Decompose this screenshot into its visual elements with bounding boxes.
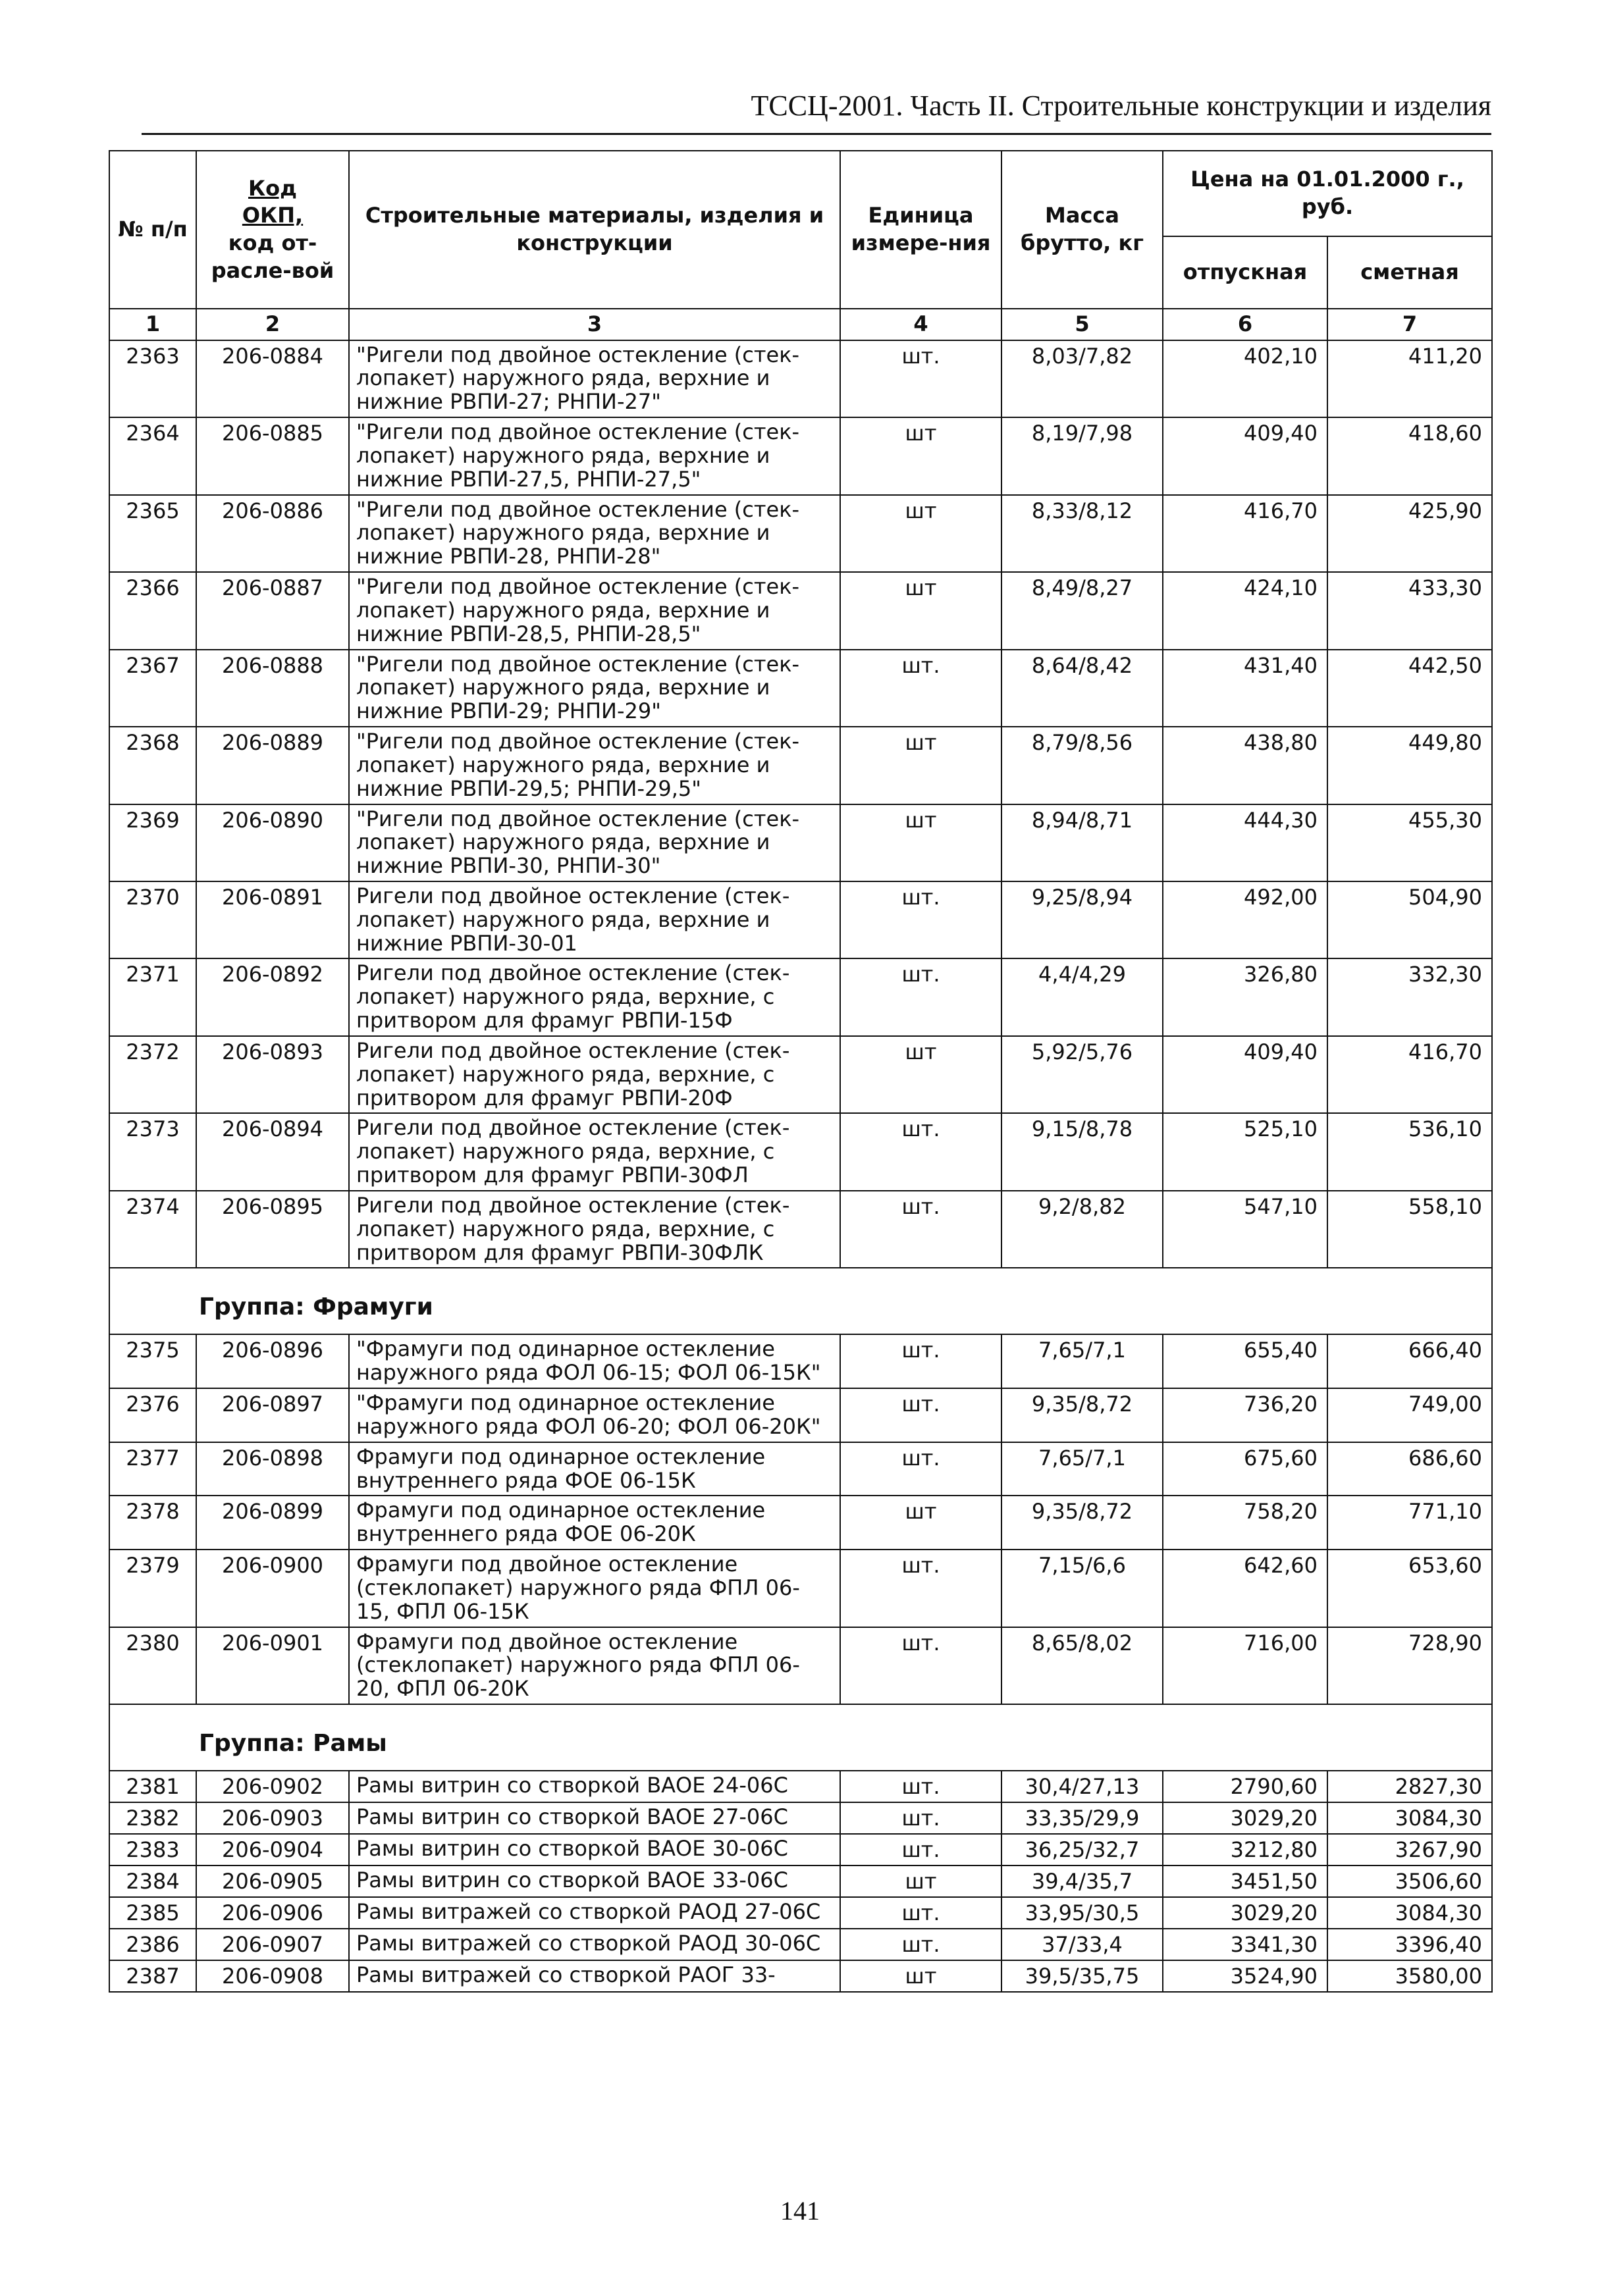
- row-num: 2378: [109, 1496, 196, 1550]
- row-unit: шт.: [840, 1191, 1001, 1268]
- row-price-release: 444,30: [1163, 804, 1327, 881]
- row-price-estimate: 418,60: [1327, 417, 1492, 494]
- row-price-release: 492,00: [1163, 881, 1327, 958]
- table-row: [109, 1627, 1492, 1704]
- row-code: 206-0887: [196, 572, 349, 649]
- row-price-estimate: 2827,30: [1327, 1771, 1492, 1802]
- row-code: 206-0888: [196, 650, 349, 727]
- table-row: [109, 417, 1492, 494]
- row-code: 206-0894: [196, 1113, 349, 1190]
- row-unit: шт.: [840, 881, 1001, 958]
- group-row: [109, 1268, 1492, 1334]
- row-mass: 7,65/7,1: [1001, 1334, 1163, 1388]
- row-mass: 8,49/8,27: [1001, 572, 1163, 649]
- row-price-release: 3524,90: [1163, 1960, 1327, 1992]
- row-mass: 5,92/5,76: [1001, 1036, 1163, 1113]
- row-unit: шт.: [840, 1929, 1001, 1960]
- row-mass: 4,4/4,29: [1001, 958, 1163, 1035]
- row-code: 206-0906: [196, 1897, 349, 1929]
- table-row: [109, 1929, 1492, 1960]
- row-num: 2385: [109, 1897, 196, 1929]
- table-row: [109, 572, 1492, 649]
- group-row: [109, 1704, 1492, 1771]
- row-code: 206-0908: [196, 1960, 349, 1992]
- row-price-release: 431,40: [1163, 650, 1327, 727]
- table-row: [109, 1960, 1492, 1992]
- row-num: 2370: [109, 881, 196, 958]
- row-num: 2373: [109, 1113, 196, 1190]
- col-header-price-release: отпускная: [1163, 236, 1327, 309]
- col-header-code: [196, 151, 349, 309]
- table-row: [109, 1866, 1492, 1897]
- row-mass: 7,15/6,6: [1001, 1550, 1163, 1627]
- row-unit: шт.: [840, 1627, 1001, 1704]
- row-unit: шт.: [840, 1834, 1001, 1866]
- table-row: [109, 1897, 1492, 1929]
- row-price-release: 547,10: [1163, 1191, 1327, 1268]
- row-name: Ригели под двойное остекление (стек-лопакет) наружного ряда, верхние, с притвором для фрамуг РВПИ-30ФЛ: [349, 1113, 840, 1190]
- row-price-estimate: 749,00: [1327, 1388, 1492, 1442]
- row-unit: шт.: [840, 1442, 1001, 1496]
- row-num: 2372: [109, 1036, 196, 1113]
- row-price-estimate: 411,20: [1327, 340, 1492, 417]
- row-unit: шт: [840, 1960, 1001, 1992]
- row-price-estimate: 416,70: [1327, 1036, 1492, 1113]
- row-name: Фрамуги под двойное остекление (стеклопакет) наружного ряда ФПЛ 06-15, ФПЛ 06-15К: [349, 1550, 840, 1627]
- row-price-release: 2790,60: [1163, 1771, 1327, 1802]
- row-price-estimate: 686,60: [1327, 1442, 1492, 1496]
- table-row: [109, 1113, 1492, 1190]
- table-row: [109, 1334, 1492, 1388]
- row-price-estimate: 425,90: [1327, 495, 1492, 572]
- row-price-estimate: 332,30: [1327, 958, 1492, 1035]
- row-unit: шт: [840, 1036, 1001, 1113]
- row-code: 206-0891: [196, 881, 349, 958]
- table-row: [109, 650, 1492, 727]
- column-number: 6: [1163, 309, 1327, 340]
- row-name: Фрамуги под одинарное остекление внутреннего ряда ФОЕ 06-20К: [349, 1496, 840, 1550]
- col-header-unit: Единица измере-ния: [840, 151, 1001, 309]
- row-name: Рамы витражей со створкой РАОГ 33-: [349, 1960, 840, 1992]
- column-number-row: [109, 309, 1492, 340]
- row-num: 2366: [109, 572, 196, 649]
- col-header-price-group: Цена на 01.01.2000 г., руб.: [1163, 151, 1492, 236]
- row-mass: 8,33/8,12: [1001, 495, 1163, 572]
- row-num: 2377: [109, 1442, 196, 1496]
- row-price-estimate: 3506,60: [1327, 1866, 1492, 1897]
- table-body: [109, 340, 1492, 1992]
- group-title: Группа: Рамы: [109, 1704, 1492, 1771]
- table-row: [109, 1834, 1492, 1866]
- table-row: [109, 1550, 1492, 1627]
- page-number: 141: [780, 2196, 820, 2226]
- row-num: 2365: [109, 495, 196, 572]
- col-header-code-line2: ОКП,: [242, 203, 304, 228]
- row-code: 206-0905: [196, 1866, 349, 1897]
- row-code: 206-0885: [196, 417, 349, 494]
- row-price-release: 438,80: [1163, 727, 1327, 804]
- header-row: [109, 151, 1492, 236]
- row-mass: 9,35/8,72: [1001, 1496, 1163, 1550]
- row-price-release: 3212,80: [1163, 1834, 1327, 1866]
- row-price-release: 326,80: [1163, 958, 1327, 1035]
- col-header-name: Строительные материалы, изделия и конструкции: [349, 151, 840, 309]
- row-num: 2381: [109, 1771, 196, 1802]
- row-name: Рамы витражей со створкой РАОД 30-06С: [349, 1929, 840, 1960]
- row-name: "Фрамуги под одинарное остекление наружного ряда ФОЛ 06-15; ФОЛ 06-15К": [349, 1334, 840, 1388]
- row-code: 206-0886: [196, 495, 349, 572]
- row-unit: шт.: [840, 1897, 1001, 1929]
- row-name: "Ригели под двойное остекление (стек-лопакет) наружного ряда, верхние и нижние РВПИ-27; РНПИ-27": [349, 340, 840, 417]
- row-num: 2380: [109, 1627, 196, 1704]
- row-mass: 33,95/30,5: [1001, 1897, 1163, 1929]
- row-code: 206-0903: [196, 1802, 349, 1834]
- col-header-code-line3: код от-расле-вой: [211, 230, 334, 283]
- table-row: [109, 881, 1492, 958]
- table-row: [109, 1771, 1492, 1802]
- row-mass: 9,35/8,72: [1001, 1388, 1163, 1442]
- row-mass: 7,65/7,1: [1001, 1442, 1163, 1496]
- row-code: 206-0893: [196, 1036, 349, 1113]
- column-number: 3: [349, 309, 840, 340]
- row-name: "Ригели под двойное остекление (стек-лопакет) наружного ряда, верхние и нижние РВПИ-28,5, РНПИ-28,5": [349, 572, 840, 649]
- group-title: Группа: Фрамуги: [109, 1268, 1492, 1334]
- row-name: Ригели под двойное остекление (стек-лопакет) наружного ряда, верхние и нижние РВПИ-30-01: [349, 881, 840, 958]
- column-number: 1: [109, 309, 196, 340]
- row-unit: шт.: [840, 650, 1001, 727]
- table-row: [109, 1191, 1492, 1268]
- row-code: 206-0896: [196, 1334, 349, 1388]
- row-mass: 9,15/8,78: [1001, 1113, 1163, 1190]
- row-num: 2384: [109, 1866, 196, 1897]
- row-unit: шт.: [840, 1334, 1001, 1388]
- row-mass: 33,35/29,9: [1001, 1802, 1163, 1834]
- row-price-release: 642,60: [1163, 1550, 1327, 1627]
- col-header-mass: Масса брутто, кг: [1001, 151, 1163, 309]
- row-price-release: 675,60: [1163, 1442, 1327, 1496]
- table-row: [109, 1496, 1492, 1550]
- row-price-release: 402,10: [1163, 340, 1327, 417]
- row-code: 206-0904: [196, 1834, 349, 1866]
- row-price-estimate: 558,10: [1327, 1191, 1492, 1268]
- column-number: 7: [1327, 309, 1492, 340]
- row-price-release: 424,10: [1163, 572, 1327, 649]
- row-price-release: 409,40: [1163, 1036, 1327, 1113]
- row-price-release: 3029,20: [1163, 1897, 1327, 1929]
- row-price-estimate: 455,30: [1327, 804, 1492, 881]
- row-num: 2364: [109, 417, 196, 494]
- row-price-estimate: 3084,30: [1327, 1897, 1492, 1929]
- row-mass: 8,94/8,71: [1001, 804, 1163, 881]
- row-unit: шт.: [840, 1550, 1001, 1627]
- row-unit: шт: [840, 804, 1001, 881]
- row-price-estimate: 504,90: [1327, 881, 1492, 958]
- table-row: [109, 1036, 1492, 1113]
- row-unit: шт.: [840, 1802, 1001, 1834]
- running-header: ТССЦ-2001. Часть II. Строительные конструкции и изделия: [142, 89, 1491, 135]
- row-name: "Фрамуги под одинарное остекление наружного ряда ФОЛ 06-20; ФОЛ 06-20К": [349, 1388, 840, 1442]
- row-num: 2375: [109, 1334, 196, 1388]
- row-code: 206-0901: [196, 1627, 349, 1704]
- row-price-estimate: 3267,90: [1327, 1834, 1492, 1866]
- row-code: 206-0898: [196, 1442, 349, 1496]
- row-price-release: 409,40: [1163, 417, 1327, 494]
- row-price-estimate: 536,10: [1327, 1113, 1492, 1190]
- row-mass: 8,19/7,98: [1001, 417, 1163, 494]
- column-number: 5: [1001, 309, 1163, 340]
- row-mass: 8,03/7,82: [1001, 340, 1163, 417]
- row-code: 206-0892: [196, 958, 349, 1035]
- row-price-estimate: 653,60: [1327, 1550, 1492, 1627]
- row-price-release: 3451,50: [1163, 1866, 1327, 1897]
- table-row: [109, 495, 1492, 572]
- row-price-estimate: 3084,30: [1327, 1802, 1492, 1834]
- row-name: Ригели под двойное остекление (стек-лопакет) наружного ряда, верхние, с притвором для фрамуг РВПИ-30ФЛК: [349, 1191, 840, 1268]
- row-code: 206-0907: [196, 1929, 349, 1960]
- table-row: [109, 340, 1492, 417]
- row-name: Рамы витрин со створкой ВАОЕ 30-06С: [349, 1834, 840, 1866]
- row-num: 2386: [109, 1929, 196, 1960]
- row-unit: шт.: [840, 340, 1001, 417]
- row-code: 206-0890: [196, 804, 349, 881]
- row-unit: шт.: [840, 1113, 1001, 1190]
- row-unit: шт.: [840, 1388, 1001, 1442]
- col-header-code-line1: Код: [248, 175, 297, 201]
- table-row: [109, 1802, 1492, 1834]
- row-price-release: 758,20: [1163, 1496, 1327, 1550]
- row-price-release: 3029,20: [1163, 1802, 1327, 1834]
- row-price-estimate: 3396,40: [1327, 1929, 1492, 1960]
- row-price-estimate: 771,10: [1327, 1496, 1492, 1550]
- row-name: "Ригели под двойное остекление (стек-лопакет) наружного ряда, верхние и нижние РВПИ-28, РНПИ-28": [349, 495, 840, 572]
- row-mass: 9,25/8,94: [1001, 881, 1163, 958]
- row-num: 2383: [109, 1834, 196, 1866]
- row-price-estimate: 3580,00: [1327, 1960, 1492, 1992]
- row-num: 2376: [109, 1388, 196, 1442]
- row-name: "Ригели под двойное остекление (стек-лопакет) наружного ряда, верхние и нижние РВПИ-29; РНПИ-29": [349, 650, 840, 727]
- row-price-release: 655,40: [1163, 1334, 1327, 1388]
- row-price-release: 416,70: [1163, 495, 1327, 572]
- row-mass: 37/33,4: [1001, 1929, 1163, 1960]
- row-price-estimate: 666,40: [1327, 1334, 1492, 1388]
- row-num: 2382: [109, 1802, 196, 1834]
- row-num: 2387: [109, 1960, 196, 1992]
- row-price-release: 736,20: [1163, 1388, 1327, 1442]
- row-name: Рамы витражей со створкой РАОД 27-06С: [349, 1897, 840, 1929]
- row-name: Рамы витрин со створкой ВАОЕ 27-06С: [349, 1802, 840, 1834]
- row-name: Ригели под двойное остекление (стек-лопакет) наружного ряда, верхние, с притвором для фрамуг РВПИ-20Ф: [349, 1036, 840, 1113]
- row-unit: шт: [840, 572, 1001, 649]
- column-number: 2: [196, 309, 349, 340]
- table-row: [109, 1442, 1492, 1496]
- row-mass: 30,4/27,13: [1001, 1771, 1163, 1802]
- row-num: 2368: [109, 727, 196, 804]
- row-num: 2371: [109, 958, 196, 1035]
- table-row: [109, 804, 1492, 881]
- row-num: 2374: [109, 1191, 196, 1268]
- table-row: [109, 727, 1492, 804]
- table-row: [109, 958, 1492, 1035]
- col-header-num: № п/п: [109, 151, 196, 309]
- row-name: Фрамуги под двойное остекление (стеклопакет) наружного ряда ФПЛ 06-20, ФПЛ 06-20К: [349, 1627, 840, 1704]
- row-code: 206-0889: [196, 727, 349, 804]
- row-code: 206-0899: [196, 1496, 349, 1550]
- row-price-release: 525,10: [1163, 1113, 1327, 1190]
- row-price-estimate: 449,80: [1327, 727, 1492, 804]
- col-header-price-estimate: сметная: [1327, 236, 1492, 309]
- row-num: 2367: [109, 650, 196, 727]
- row-name: "Ригели под двойное остекление (стек-лопакет) наружного ряда, верхние и нижние РВПИ-27,5, РНПИ-27,5": [349, 417, 840, 494]
- row-mass: 39,4/35,7: [1001, 1866, 1163, 1897]
- row-code: 206-0884: [196, 340, 349, 417]
- row-num: 2369: [109, 804, 196, 881]
- row-unit: шт.: [840, 958, 1001, 1035]
- row-code: 206-0897: [196, 1388, 349, 1442]
- row-code: 206-0895: [196, 1191, 349, 1268]
- row-price-release: 3341,30: [1163, 1929, 1327, 1960]
- row-code: 206-0900: [196, 1550, 349, 1627]
- row-mass: 9,2/8,82: [1001, 1191, 1163, 1268]
- row-name: "Ригели под двойное остекление (стек-лопакет) наружного ряда, верхние и нижние РВПИ-29,5; РНПИ-29,5": [349, 727, 840, 804]
- row-mass: 8,65/8,02: [1001, 1627, 1163, 1704]
- row-unit: шт: [840, 1866, 1001, 1897]
- row-name: Рамы витрин со створкой ВАОЕ 33-06С: [349, 1866, 840, 1897]
- row-mass: 8,79/8,56: [1001, 727, 1163, 804]
- row-unit: шт: [840, 417, 1001, 494]
- row-price-estimate: 728,90: [1327, 1627, 1492, 1704]
- row-unit: шт: [840, 495, 1001, 572]
- row-name: Рамы витрин со створкой ВАОЕ 24-06С: [349, 1771, 840, 1802]
- price-table: [109, 150, 1493, 1993]
- table-row: [109, 1388, 1492, 1442]
- row-name: Ригели под двойное остекление (стек-лопакет) наружного ряда, верхние, с притвором для фрамуг РВПИ-15Ф: [349, 958, 840, 1035]
- row-mass: 36,25/32,7: [1001, 1834, 1163, 1866]
- row-price-estimate: 442,50: [1327, 650, 1492, 727]
- row-unit: шт: [840, 1496, 1001, 1550]
- row-price-release: 716,00: [1163, 1627, 1327, 1704]
- row-num: 2363: [109, 340, 196, 417]
- row-num: 2379: [109, 1550, 196, 1627]
- row-code: 206-0902: [196, 1771, 349, 1802]
- row-unit: шт.: [840, 1771, 1001, 1802]
- row-price-estimate: 433,30: [1327, 572, 1492, 649]
- column-number: 4: [840, 309, 1001, 340]
- row-name: Фрамуги под одинарное остекление внутреннего ряда ФОЕ 06-15К: [349, 1442, 840, 1496]
- row-mass: 8,64/8,42: [1001, 650, 1163, 727]
- row-name: "Ригели под двойное остекление (стек-лопакет) наружного ряда, верхние и нижние РВПИ-30, РНПИ-30": [349, 804, 840, 881]
- row-mass: 39,5/35,75: [1001, 1960, 1163, 1992]
- row-unit: шт: [840, 727, 1001, 804]
